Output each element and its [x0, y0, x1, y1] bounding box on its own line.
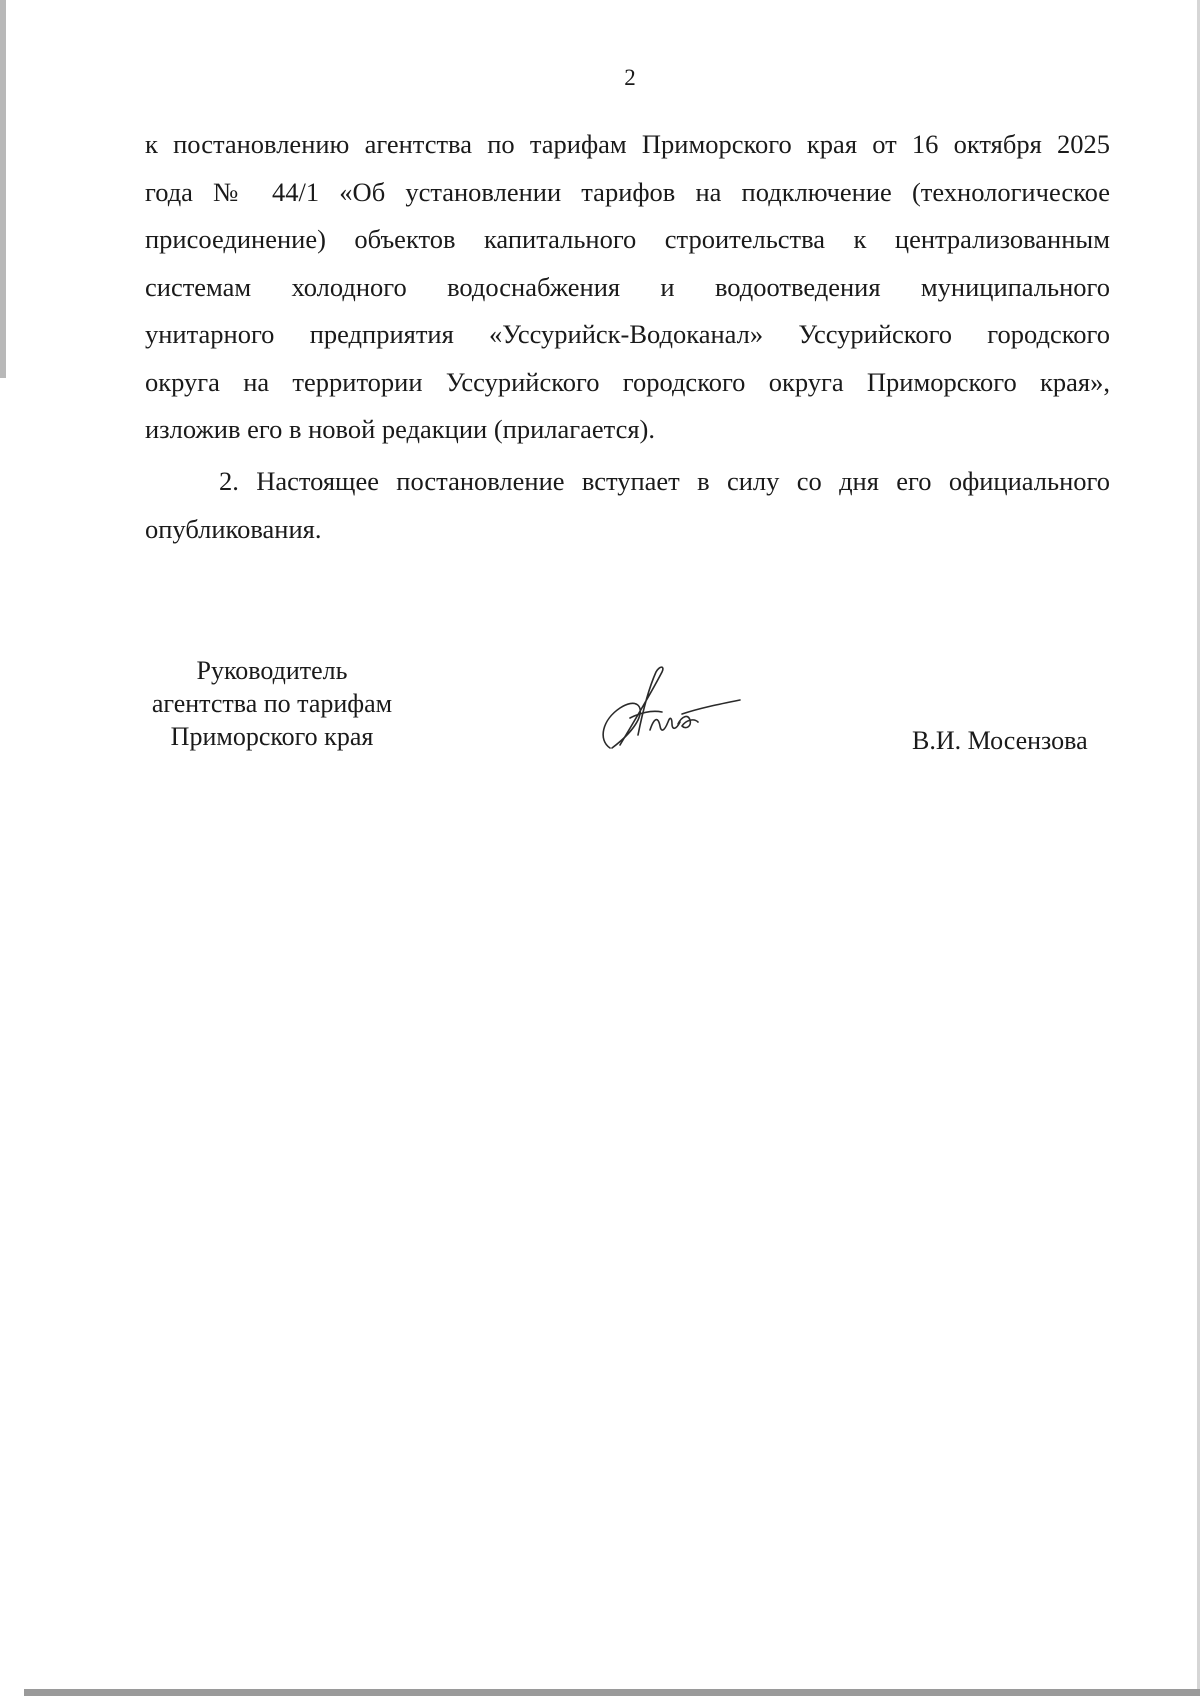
scan-edge-bottom: [24, 1689, 1200, 1696]
signatory-name: В.И. Мосензова: [912, 726, 1088, 755]
paragraph-line: системам холодного водоснабжения и водоотведения муниципального: [145, 271, 1110, 302]
paragraph-1: [145, 121, 1110, 454]
signatory-title: [132, 654, 412, 753]
signatory-title-line: агентства по тарифам: [151, 689, 393, 718]
paragraph-line: унитарного предприятия «Уссурийск-Водоканал» Уссурийского городского: [145, 319, 1110, 349]
page-number: 2: [624, 65, 636, 90]
signatory-title-line: Руководитель: [196, 656, 348, 685]
paragraph-line: к постановлению агентства по тарифам Приморского края от 16 октября 2025: [145, 129, 1110, 159]
paragraph-line: года № 44/1 «Об установлении тарифов на подключение (технологическое: [145, 176, 1110, 207]
paragraph-2: [145, 458, 1110, 553]
handwritten-signature: [590, 660, 750, 755]
paragraph-line: изложив его в новой редакции (прилагается).: [145, 414, 655, 444]
paragraph-line: присоединение) объектов капитального строительства к централизованным: [145, 224, 1110, 254]
paragraph-line: опубликования.: [145, 513, 322, 544]
signatory-title-line: Приморского края: [170, 722, 374, 751]
paragraph-line: 2. Настоящее постановление вступает в силу со дня его официального: [219, 466, 1110, 496]
paragraph-line: округа на территории Уссурийского городского округа Приморского края»,: [145, 366, 1110, 397]
scan-edge-left: [0, 0, 6, 378]
